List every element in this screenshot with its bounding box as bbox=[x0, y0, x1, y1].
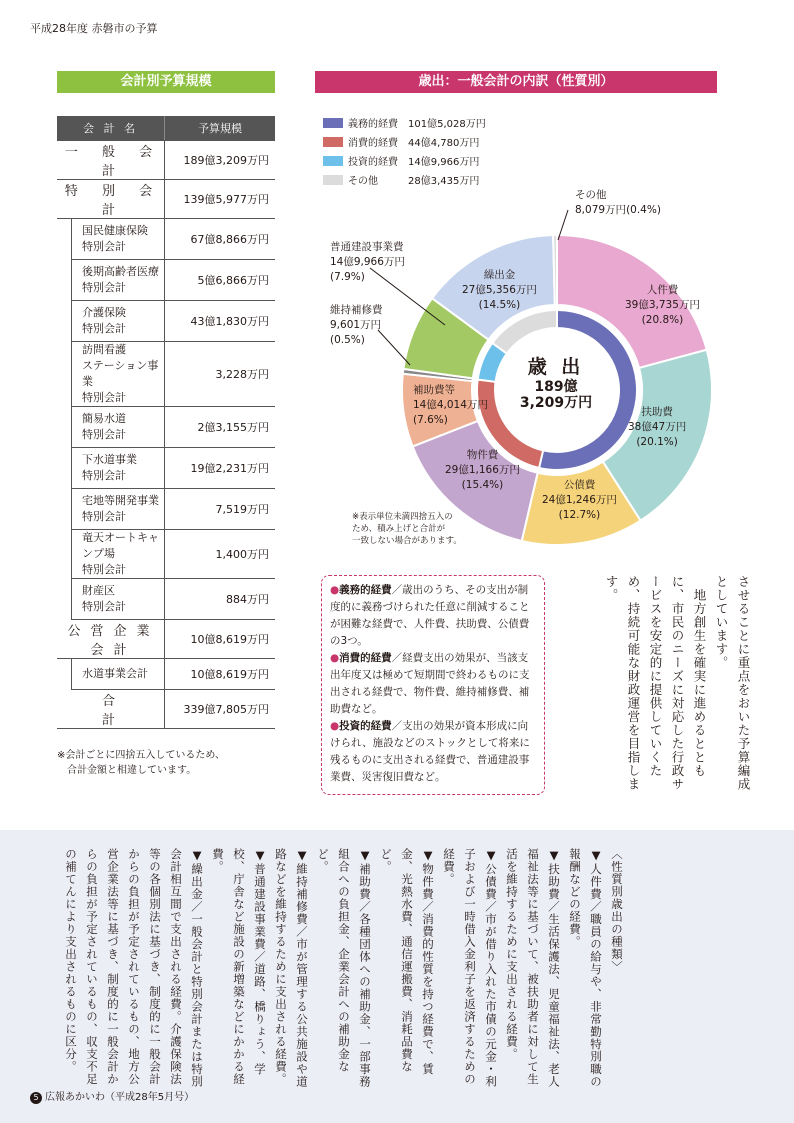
account-name: 介護保険 特別会計 bbox=[72, 301, 165, 342]
account-name: 簡易水道 特別会計 bbox=[72, 407, 165, 448]
table-row bbox=[57, 489, 275, 530]
budget-summary-text: させることに重点をおいた予算編成としています。 地方創生を確実に進めるとともに、市民のニーズに対応した行政サービスを安定的に提供していくため、持続可能な財政運営を目指します。 bbox=[604, 575, 751, 791]
label-ijihoshuhi: 維持補修費 9,601万円 (0.5%) bbox=[330, 304, 383, 346]
col-header-value: 予算規模 bbox=[165, 116, 276, 141]
account-name: 一 般 会 計 bbox=[57, 141, 165, 180]
table-row bbox=[57, 579, 275, 620]
footer-publication: 広報あかいわ（平成28年5月号） bbox=[45, 1092, 195, 1103]
col-header-name: 会 計 名 bbox=[57, 116, 165, 141]
table-row bbox=[57, 448, 275, 489]
leader-line-ijihoshu bbox=[378, 330, 410, 365]
account-name: 訪問看護 ステーション事業 特別会計 bbox=[72, 342, 165, 407]
account-value: 67億8,866万円 bbox=[165, 219, 276, 260]
expense-definitions bbox=[321, 575, 545, 795]
legend-label: その他 bbox=[348, 176, 378, 187]
budget-table bbox=[57, 116, 275, 729]
account-value: 43億1,830万円 bbox=[165, 301, 276, 342]
account-value: 2億3,155万円 bbox=[165, 407, 276, 448]
chart-section-title: 歳出：一般会計の内訳（性質別） bbox=[315, 71, 717, 93]
account-value: 339億7,805万円 bbox=[165, 690, 276, 729]
legend-swatch bbox=[323, 156, 343, 166]
table-row bbox=[57, 342, 275, 407]
account-value: 3,228万円 bbox=[165, 342, 276, 407]
label-kousaihi: 公債費 24億1,246万円 (12.7%) bbox=[542, 479, 617, 521]
legend-swatch bbox=[323, 118, 343, 128]
label-jinkenhi: 人件費 39億3,735万円 (20.8%) bbox=[625, 284, 700, 326]
definition-item: ●投資的経費／支出の効果が資本形成に向けられ、施設などのストックとして将来に残るものに支出される経費で、普通建設事業費、災害復旧費など。 bbox=[330, 720, 530, 783]
chart-center-label: 歳 出 189億 3,209万円 bbox=[519, 356, 593, 411]
label-hojohi: 補助費等 14億4,014万円 (7.6%) bbox=[413, 384, 488, 426]
legend-label: 消費的経費 bbox=[348, 138, 398, 149]
account-value: 5億6,866万円 bbox=[165, 260, 276, 301]
account-value: 1,400万円 bbox=[165, 530, 276, 579]
chart-note: ※表示単位未満四捨五入の ため、積み上げと合計が 一致しない場合があります。 bbox=[352, 512, 462, 546]
table-row bbox=[57, 690, 275, 729]
legend-swatch bbox=[323, 137, 343, 147]
legend-value: 14億9,966万円 bbox=[408, 157, 480, 168]
account-value: 10億8,619万円 bbox=[165, 659, 276, 690]
legend-item bbox=[323, 118, 486, 132]
account-name: 下水道事業 特別会計 bbox=[72, 448, 165, 489]
account-name: 公営企業会計 bbox=[57, 620, 165, 659]
label-sonota: その他 8,079万円(0.4%) bbox=[575, 189, 661, 216]
account-name: 国民健康保険 特別会計 bbox=[72, 219, 165, 260]
account-name: 財産区 特別会計 bbox=[72, 579, 165, 620]
account-value: 19億2,231万円 bbox=[165, 448, 276, 489]
legend-item bbox=[323, 156, 479, 170]
table-row bbox=[57, 141, 275, 180]
table-row bbox=[57, 180, 275, 219]
table-row bbox=[57, 407, 275, 448]
table-row bbox=[57, 659, 275, 690]
table-row bbox=[57, 219, 275, 260]
page-header: 平成28年度 赤磐市の予算 bbox=[30, 22, 158, 35]
label-bukkenhi: 物件費 29億1,166万円 (15.4%) bbox=[445, 449, 520, 491]
page-number: 5 bbox=[30, 1092, 42, 1104]
account-value: 139億5,977万円 bbox=[165, 180, 276, 219]
account-value: 7,519万円 bbox=[165, 489, 276, 530]
account-value: 189億3,209万円 bbox=[165, 141, 276, 180]
label-fujohi: 扶助費 38億47万円 (20.1%) bbox=[628, 406, 687, 448]
label-kuridashikin: 繰出金 27億5,356万円 (14.5%) bbox=[462, 269, 537, 311]
budget-section-title: 会計別予算規模 bbox=[57, 71, 275, 93]
table-row bbox=[57, 530, 275, 579]
legend-value: 44億4,780万円 bbox=[408, 138, 480, 149]
account-name: 特 別 会 計 bbox=[57, 180, 165, 219]
account-name: 合 計 bbox=[57, 690, 165, 729]
account-value: 10億8,619万円 bbox=[165, 620, 276, 659]
legend-item bbox=[323, 137, 479, 151]
legend-swatch bbox=[323, 175, 343, 185]
account-name: 宅地等開発事業 特別会計 bbox=[72, 489, 165, 530]
account-name: 後期高齢者医療 特別会計 bbox=[72, 260, 165, 301]
legend-value: 101億5,028万円 bbox=[408, 119, 486, 130]
account-name: 竜天オートキャンプ場 特別会計 bbox=[72, 530, 165, 579]
account-value: 884万円 bbox=[165, 579, 276, 620]
expense-types-text: 〈性質別歳出の種類〉 ▼人件費／職員の給与や、非常勤特別職の報酬などの経費。 ▼扶助費／生活保護法、児童福祉法、老人福祉法等に基づいて、被扶助者に対して生活を維持するために支出される経費。 ▼公債費／市が借り入れた市債の元金・利子および一時借入金利子を返済するための経費。 ▼物件費／消費的性質を持つ経費で、賃金、光熱水費、通信運搬費、消耗品費など。 ▼補助費／各種団体への補助金、一部事務組合への負担金、企業会計への補助金など。 ▼維持補修費／市が管理する公共施設や道路などを維持するために支出される経費。 ▼普通建設事業費／道路、橋りょう、学校、庁舎など施設の新増築などにかかる経費。 ▼繰出金／一般会計と特別会計または特別会計相互間で支出される経費。介護保険法等の各個別法に基づき、制度的に一般会計からの負担が予定されているもの、地方公営企業法等に基づき、制度的に一般会計からの負担が予定されているもの、収支不足の補てんにより支出されるものに区分。 bbox=[64, 848, 624, 1088]
label-futsukensetsu: 普通建設事業費 14億9,966万円 (7.9%) bbox=[330, 241, 405, 283]
legend-value: 28億3,435万円 bbox=[408, 176, 480, 187]
pie-slice bbox=[553, 235, 557, 305]
table-note: ※会計ごとに四捨五入しているため、 合計金額と相違しています。 bbox=[57, 750, 225, 776]
account-name: 水道事業会計 bbox=[72, 659, 165, 690]
table-row bbox=[57, 620, 275, 659]
legend-label: 義務的経費 bbox=[348, 119, 398, 130]
legend-label: 投資的経費 bbox=[348, 157, 398, 168]
table-row bbox=[57, 301, 275, 342]
table-row bbox=[57, 260, 275, 301]
page-footer bbox=[30, 1088, 194, 1104]
definition-item: ●消費的経費／経費支出の効果が、当該支出年度又は極めて短期間で終わるものに支出される経費で、物件費、維持補修費、補助費など。 bbox=[330, 652, 530, 715]
definition-item: ●義務的経費／歳出のうち、その支出が制度的に義務づけられた任意に削減することが困難な経費で、人件費、扶助費、公債費の3つ。 bbox=[330, 584, 530, 647]
